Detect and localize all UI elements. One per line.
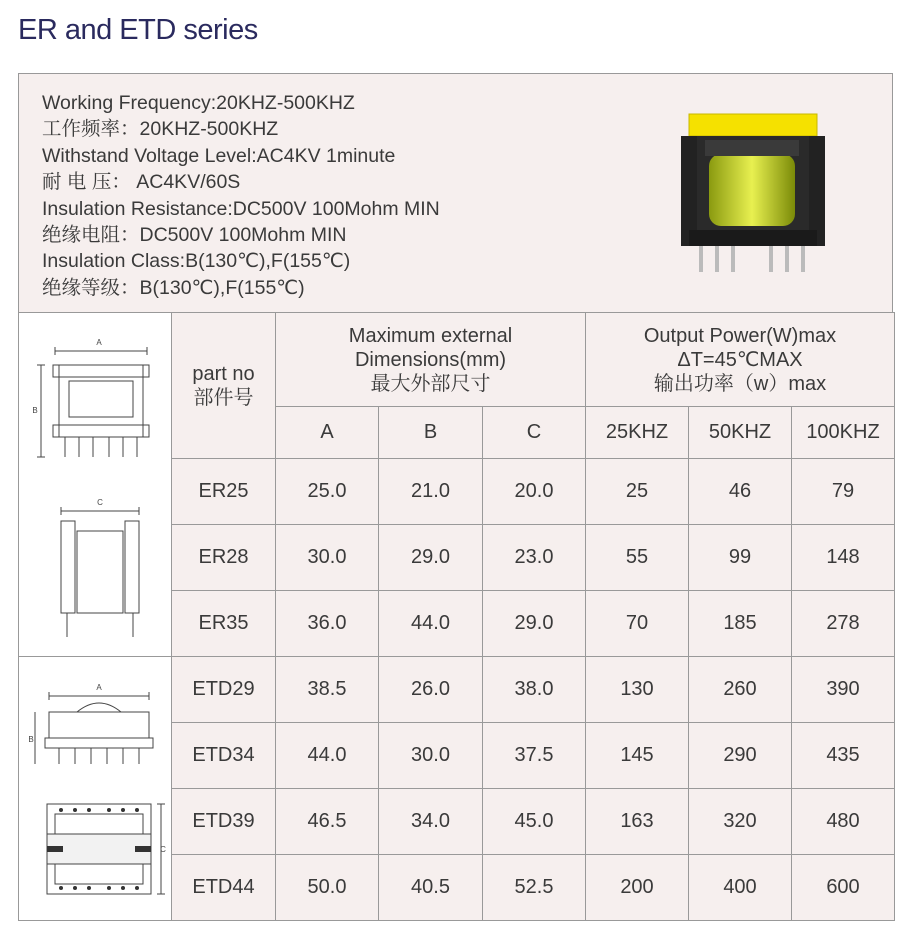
power-100khz: 480 [792, 789, 895, 855]
dim-b: 26.0 [379, 657, 483, 723]
etd-dimension-label-a: A [96, 682, 102, 692]
er-dimension-label-a: A [96, 337, 102, 347]
table-header-row [19, 313, 895, 407]
part-number: ER28 [172, 525, 276, 591]
spec-line-frequency-en: Working Frequency:20KHZ-500KHZ [42, 92, 355, 114]
part-number: ETD34 [172, 723, 276, 789]
etd-dimension-label-c: C [160, 844, 166, 854]
power-25khz: 200 [586, 855, 689, 921]
power-25khz: 55 [586, 525, 689, 591]
specifications-panel [18, 73, 893, 313]
dim-c: 29.0 [483, 591, 586, 657]
power-100khz: 148 [792, 525, 895, 591]
dim-b: 29.0 [379, 525, 483, 591]
power-50khz: 290 [689, 723, 792, 789]
header-dimensions-en-2: Dimensions(mm) [354, 348, 507, 371]
header-dimensions-cn: 最大外部尺寸 [370, 372, 491, 395]
spec-line-voltage-cn: 耐 电 压： AC4KV/60S [42, 171, 241, 194]
dim-a: 25.0 [276, 459, 379, 525]
part-number: ETD39 [172, 789, 276, 855]
spec-lines [42, 90, 440, 301]
header-output-power [586, 313, 895, 407]
spec-line-insulation-resistance-en: Insulation Resistance:DC500V 100Mohm MIN [42, 197, 440, 220]
power-100khz: 600 [792, 855, 895, 921]
header-output-power-cn: 输出功率（w）max [653, 372, 827, 395]
power-100khz: 278 [792, 591, 895, 657]
er-dimension-label-c: C [97, 497, 103, 507]
dim-a: 30.0 [276, 525, 379, 591]
etd-dimension-label-b: B [28, 734, 34, 744]
power-25khz: 70 [586, 591, 689, 657]
header-col-a: A [276, 407, 379, 459]
power-25khz: 130 [586, 657, 689, 723]
er-dimension-diagram [25, 325, 165, 645]
dim-b: 21.0 [379, 459, 483, 525]
header-part-no-en: part no [192, 362, 255, 385]
spec-line-insulation-class-en: Insulation Class:B(130℃),F(155℃) [42, 250, 351, 273]
dim-c: 37.5 [483, 723, 586, 789]
dim-a: 36.0 [276, 591, 379, 657]
header-col-c: C [483, 407, 586, 459]
part-number: ER35 [172, 591, 276, 657]
power-50khz: 99 [689, 525, 792, 591]
header-output-power-en-1: Output Power(W)max [643, 324, 837, 347]
spec-line-frequency-cn: 工作频率：20KHZ-500KHZ [42, 118, 279, 141]
header-output-power-en-2: ΔT=45℃MAX [677, 348, 803, 371]
dim-c: 20.0 [483, 459, 586, 525]
power-100khz: 435 [792, 723, 895, 789]
power-25khz: 163 [586, 789, 689, 855]
header-col-100khz: 100KHZ [792, 407, 895, 459]
power-100khz: 390 [792, 657, 895, 723]
dim-a: 50.0 [276, 855, 379, 921]
dim-c: 52.5 [483, 855, 586, 921]
part-number: ETD44 [172, 855, 276, 921]
spec-line-insulation-class-cn: 绝缘等级：B(130℃),F(155℃) [42, 276, 305, 299]
header-part-no-cn: 部件号 [193, 386, 254, 409]
dim-c: 23.0 [483, 525, 586, 591]
dim-a: 38.5 [276, 657, 379, 723]
power-50khz: 46 [689, 459, 792, 525]
dim-b: 34.0 [379, 789, 483, 855]
page-title: ER and ETD series [18, 14, 258, 46]
dim-a: 46.5 [276, 789, 379, 855]
power-25khz: 25 [586, 459, 689, 525]
header-col-25khz: 25KHZ [586, 407, 689, 459]
etd-diagram-cell [19, 657, 172, 921]
power-50khz: 400 [689, 855, 792, 921]
power-25khz: 145 [586, 723, 689, 789]
part-number: ETD29 [172, 657, 276, 723]
spec-line-voltage-en: Withstand Voltage Level:AC4KV 1minute [42, 144, 396, 167]
table-row [19, 657, 895, 723]
dim-a: 44.0 [276, 723, 379, 789]
power-50khz: 320 [689, 789, 792, 855]
etd-dimension-diagram [25, 664, 165, 914]
dim-b: 30.0 [379, 723, 483, 789]
er-diagram-cell [19, 313, 172, 657]
dim-c: 38.0 [483, 657, 586, 723]
header-dimensions-en-1: Maximum external [348, 324, 513, 347]
part-number: ER25 [172, 459, 276, 525]
header-dimensions [276, 313, 586, 407]
spec-line-insulation-resistance-cn: 绝缘电阻：DC500V 100Mohm MIN [42, 224, 347, 247]
power-50khz: 185 [689, 591, 792, 657]
specification-table [18, 312, 895, 921]
power-50khz: 260 [689, 657, 792, 723]
header-col-50khz: 50KHZ [689, 407, 792, 459]
header-col-b: B [379, 407, 483, 459]
dim-b: 44.0 [379, 591, 483, 657]
er-dimension-label-b: B [32, 405, 38, 415]
header-part-no [172, 313, 276, 459]
transformer-photo [669, 110, 834, 280]
dim-b: 40.5 [379, 855, 483, 921]
power-100khz: 79 [792, 459, 895, 525]
dim-c: 45.0 [483, 789, 586, 855]
